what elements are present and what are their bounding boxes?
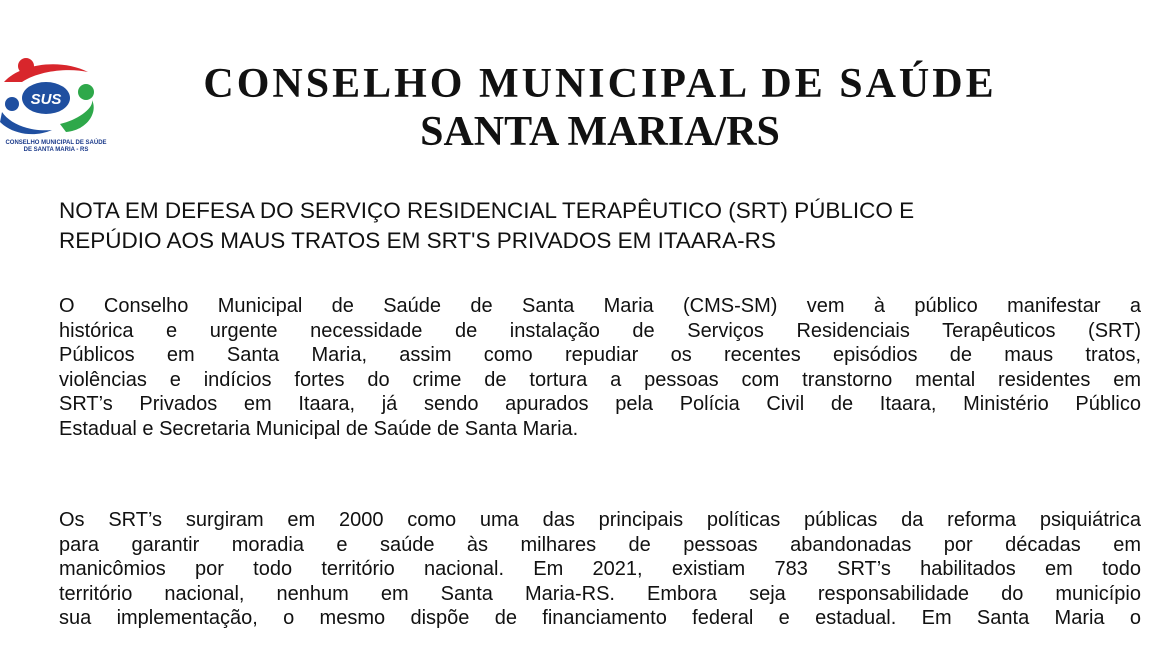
paragraph-line: Os SRT’s surgiram em 2000 como uma das principais políticas públicas da reforma psiquiátrica [59,509,1141,531]
paragraph-line: SRT’s Privados em Itaara, já sendo apurados pela Polícia Civil de Itaara, Ministério Público [59,393,1141,415]
paragraph-line: manicômios por todo território nacional. Em 2021, existiam 783 SRT’s habilitados em todo [59,558,1141,580]
paragraph-line: Públicos em Santa Maria, assim como repudiar os recentes episódios de maus tratos, [59,344,1141,366]
note-heading [59,196,1139,256]
page-title [120,60,1080,156]
title-line2: SANTA MARIA/RS [420,109,780,155]
paragraph-line: violências e indícios fortes do crime de tortura a pessoas com transtorno mental residentes em [59,368,1141,391]
logo-caption-line2: DE SANTA MARIA - RS [23,147,89,153]
paragraph-line: O Conselho Municipal de Saúde de Santa Maria (CMS-SM) vem à público manifestar a [59,295,1141,317]
paragraph-line: sua implementação, o mesmo dispõe de financiamento federal e estadual. Em Santa Maria o [59,607,1141,629]
heading-line: NOTA EM DEFESA DO SERVIÇO RESIDENCIAL TERAPÊUTICO (SRT) PÚBLICO E [59,198,915,223]
paragraph-line: para garantir moradia e saúde às milhares de pessoas abandonadas por décadas em [59,533,1141,556]
title-line1: CONSELHO MUNICIPAL DE SAÚDE [203,61,997,107]
logo-caption-line1: CONSELHO MUNICIPAL DE SAÚDE [5,140,107,146]
heading-line: REPÚDIO AOS MAUS TRATOS EM SRT'S PRIVADOS EM ITAARA-RS [59,228,776,253]
sus-logo [0,52,112,164]
paragraph-line: histórica e urgente necessidade de instalação de Serviços Residenciais Terapêuticos (SRT) [59,319,1141,342]
logo-text: SUS [30,91,62,108]
logo-caption [0,140,112,154]
paragraph-line: Estadual e Secretaria Municipal de Saúde de Santa Maria. [59,417,579,440]
paragraph-1 [59,294,1141,441]
paragraph-2 [59,508,1141,631]
paragraph-line: território nacional, nenhum em Santa Maria-RS. Embora seja responsabilidade do município [59,582,1141,605]
